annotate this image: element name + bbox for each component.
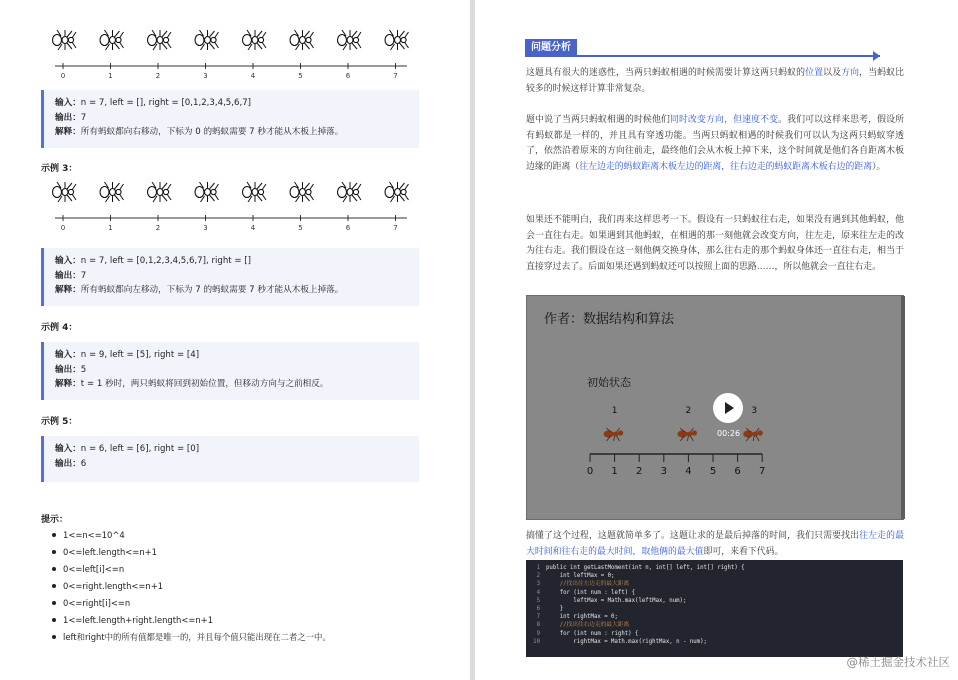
hint-item: 1<=n<=10^4: [52, 527, 331, 544]
ant-diagram-1-svg: [45, 24, 417, 86]
video-time: 00:26: [717, 429, 741, 438]
ant-icon: [148, 182, 172, 202]
watermark: @稀土掘金技术社区: [846, 655, 950, 669]
p1-text-c: ，当蚂蚁比较多的时候这样计算非常复杂。: [526, 68, 905, 94]
p4-text-a: 搞懂了这个过程，这题就简单多了。这题让求的是最后掉落的时间，我们只需要找出: [526, 531, 860, 541]
video-tick-label: 3: [660, 466, 667, 477]
code-line-number: 6: [536, 605, 540, 612]
hints-list: [52, 527, 331, 646]
tick-label: 7: [393, 72, 398, 80]
code-line: [526, 564, 903, 572]
analysis-paragraph-4: [526, 529, 904, 560]
explanation-label: 解释：: [55, 379, 81, 389]
ant-icon: [290, 30, 314, 50]
tick-label: 4: [250, 224, 256, 232]
p1-highlight-position: 位置: [805, 68, 824, 78]
code-line-text: //找出往左边走的最大距离: [546, 581, 630, 588]
hint-item: 0<=left.length<=n+1: [52, 544, 331, 561]
video-ant-icon: [743, 428, 763, 441]
tick-label: 5: [298, 224, 303, 232]
input-label: 输入：: [55, 256, 81, 266]
code-line-number: 5: [536, 597, 540, 604]
output-label: 输出：: [55, 112, 81, 123]
input-label: 输入：: [55, 444, 81, 454]
video-ant-icon: [604, 428, 624, 441]
tick-label: 3: [203, 224, 208, 232]
code-line: [526, 638, 903, 646]
code-line-text: rightMax = Math.max(rightMax, n - num);: [546, 638, 707, 645]
code-line-number: 3: [536, 581, 540, 588]
input-label: 输入：: [55, 350, 81, 360]
code-line: [526, 621, 903, 629]
ant-icon: [338, 30, 362, 50]
tick-label: 6: [345, 224, 351, 232]
explanation-label: 解释：: [55, 285, 81, 295]
code-line-number: 1: [536, 565, 540, 571]
ant-icon: [53, 30, 77, 50]
tick-label: 4: [250, 72, 256, 80]
heading-arrow-icon: [873, 51, 880, 61]
p1-text-a: 这题具有很大的迷惑性，当两只蚂蚁相遇的时候需要计算这两只蚂蚁的: [526, 68, 806, 78]
example-2-input: n = 7, left = [], right = [0,1,2,3,4,5,6,7]: [80, 98, 252, 108]
code-line-text: for (int num : right) {: [546, 630, 639, 637]
ant-icon: [385, 30, 409, 50]
p4-highlight: 往左走的最大时间和往右走的最大时间，取他俩的最大值: [526, 531, 904, 557]
code-line: [526, 605, 903, 613]
video-ant-label: 3: [751, 406, 758, 416]
heading-underline: [525, 55, 880, 57]
ant-diagram-2-svg: [45, 176, 417, 238]
animation-video[interactable]: [526, 295, 904, 520]
tick-label: 3: [203, 72, 208, 80]
code-line: [526, 589, 903, 597]
example-2-box: [41, 90, 419, 148]
output-label: 输出：: [55, 364, 81, 375]
example-4-label: 示例 4：: [41, 323, 78, 333]
ant-icon: [53, 182, 77, 202]
example-5-input: n = 6, left = [6], right = [0]: [80, 444, 200, 454]
analysis-paragraph-3: 如果还不能明白，我们再来这样思考一下。假设有一只蚂蚁往右走，如果没有遇到其他蚂蚁，他会一直往右走。如果遇到其他蚂蚁，在相遇的那一刻他就会改变方向，往左走，原来往左走的改为往右走。我们假设在这一刻他俩交换身体，那么往右走的那个蚂蚁身体还一直往右走，相当于直接穿过去了。后面如果还遇到蚂蚁还可以按照上面的思路……，所以他就会一直往右走。: [526, 215, 904, 272]
heading-title: 问题分析: [525, 39, 577, 56]
section-heading: [525, 39, 880, 57]
code-line-text: int leftMax = 0;: [546, 573, 615, 580]
p1-highlight-direction: 方向: [841, 68, 860, 78]
p4-text-b: 即可，来看下代码。: [703, 546, 784, 557]
tick-label: 2: [155, 224, 161, 232]
example-5-box: [41, 436, 419, 482]
example-2-output: 7: [80, 112, 87, 123]
explanation-label: 解释：: [55, 127, 81, 137]
output-label: 输出：: [55, 270, 81, 281]
example-3-box: [41, 248, 419, 306]
p2-highlight-2: 往左边走的蚂蚁距离木板左边的距离，往右边走的蚂蚁距离木板右边的距离: [579, 161, 873, 172]
tick-label: 0: [60, 72, 66, 80]
p2-text-b: 。我们可以这样来思考，假设所有蚂蚁都是一样的，并且具有穿透功能。当两只蚂蚁相遇的时候我们可以认为这两只蚂蚁穿透了，依然沿着原来的方向往前走，最终他们会从木板上掉下来，这个时间就是他们各自距离木板边缘的距离（: [526, 115, 905, 172]
code-line-text: leftMax = Math.max(leftMax, num);: [546, 597, 687, 604]
tick-label: 1: [108, 72, 113, 80]
example-3-input: n = 7, left = [0,1,2,3,4,5,6,7], right = []: [80, 256, 252, 266]
p2-highlight-1: 同时改变方向，但速度不变: [670, 115, 779, 125]
video-tick-label: 2: [636, 466, 643, 477]
ant-icon: [100, 182, 124, 202]
video-ant-label: 2: [685, 406, 692, 416]
ant-icon: [100, 30, 124, 50]
example-4-box: [41, 342, 419, 400]
ant-icon: [195, 30, 219, 50]
example-4-explanation: t = 1 秒时，两只蚂蚁将回到初始位置，但移动方向与之前相反。: [80, 379, 329, 389]
ant-icon: [385, 182, 409, 202]
code-line-text: for (int num : left) {: [546, 589, 636, 596]
ant-icon: [148, 30, 172, 50]
p2-text-a: 题中说了当两只蚂蚁相遇的时候他们: [526, 115, 671, 125]
ant-diagram-2: [45, 176, 417, 238]
video-state-label: 初始状态: [587, 376, 631, 389]
example-3-label: 示例 3：: [41, 164, 78, 174]
play-button[interactable]: [713, 393, 743, 423]
tick-label: 6: [345, 72, 351, 80]
code-line-text: }: [546, 605, 564, 612]
code-line-text: //找出往右边走的最大距离: [546, 622, 630, 629]
code-line-number: 10: [533, 638, 540, 645]
scrollbar[interactable]: [901, 296, 905, 519]
video-author: 作者：数据结构和算法: [544, 312, 675, 327]
code-line: [526, 630, 903, 638]
ant-icon: [195, 182, 219, 202]
video-tick-label: 1: [611, 466, 618, 477]
example-2-explanation: 所有蚂蚁都向右移动，下标为 0 的蚂蚁需要 7 秒才能从木板上掉落。: [80, 127, 344, 137]
code-line-number: 2: [536, 573, 540, 580]
example-5-output: 6: [80, 458, 87, 469]
video-tick-label: 5: [709, 466, 717, 477]
code-line: [526, 613, 903, 621]
tick-label: 0: [60, 224, 66, 232]
hints-title: 提示：: [41, 515, 69, 525]
ant-diagram-1: [45, 24, 417, 86]
hint-item: left和right中的所有值都是唯一的，并且每个值只能出现在二者之一中。: [52, 629, 331, 646]
left-page: [0, 0, 470, 680]
analysis-paragraph-2: [526, 113, 904, 175]
code-line: [526, 580, 903, 588]
tick-label: 1: [108, 224, 113, 232]
tick-label: 5: [298, 72, 303, 80]
video-tick-label: 0: [586, 466, 594, 477]
example-4-input: n = 9, left = [5], right = [4]: [80, 350, 200, 360]
hint-item: 0<=left[i]<=n: [52, 561, 331, 578]
code-line-text: int rightMax = 0;: [546, 614, 618, 621]
tick-label: 7: [393, 224, 398, 232]
code-line-number: 4: [536, 589, 540, 596]
hint-item: 0<=right[i]<=n: [52, 595, 331, 612]
video-tick-label: 4: [685, 466, 692, 477]
hint-item: 1<=left.length+right.length<=n+1: [52, 612, 331, 629]
code-line-number: 7: [536, 614, 540, 621]
code-line-number: 9: [536, 630, 540, 637]
tick-label: 2: [155, 72, 161, 80]
code-line-text: public int getLastMoment(int n, int[] left, int[] right) {: [546, 565, 745, 571]
example-3-output: 7: [80, 270, 87, 281]
code-line-number: 8: [536, 622, 540, 629]
p1-text-b: 以及: [823, 68, 842, 78]
output-label: 输出：: [55, 458, 81, 469]
analysis-paragraph-1: [526, 66, 904, 97]
ant-icon: [338, 182, 362, 202]
video-tick-label: 7: [759, 466, 766, 477]
example-5-label: 示例 5：: [41, 417, 78, 427]
ant-icon: [243, 30, 267, 50]
code-block: [526, 560, 903, 657]
ant-icon: [243, 182, 267, 202]
ant-icon: [290, 182, 314, 202]
video-tick-label: 6: [734, 466, 741, 477]
example-4-output: 5: [80, 364, 87, 375]
video-ant-icon: [677, 428, 697, 441]
video-ant-label: 1: [611, 406, 618, 416]
code-line: [526, 597, 903, 605]
input-label: 输入：: [55, 98, 81, 108]
hint-item: 0<=right.length<=n+1: [52, 578, 331, 595]
code-line: [526, 572, 903, 580]
p2-text-c: ）。: [872, 161, 886, 172]
example-3-explanation: 所有蚂蚁都向左移动，下标为 7 的蚂蚁需要 7 秒才能从木板上掉落。: [80, 285, 344, 295]
